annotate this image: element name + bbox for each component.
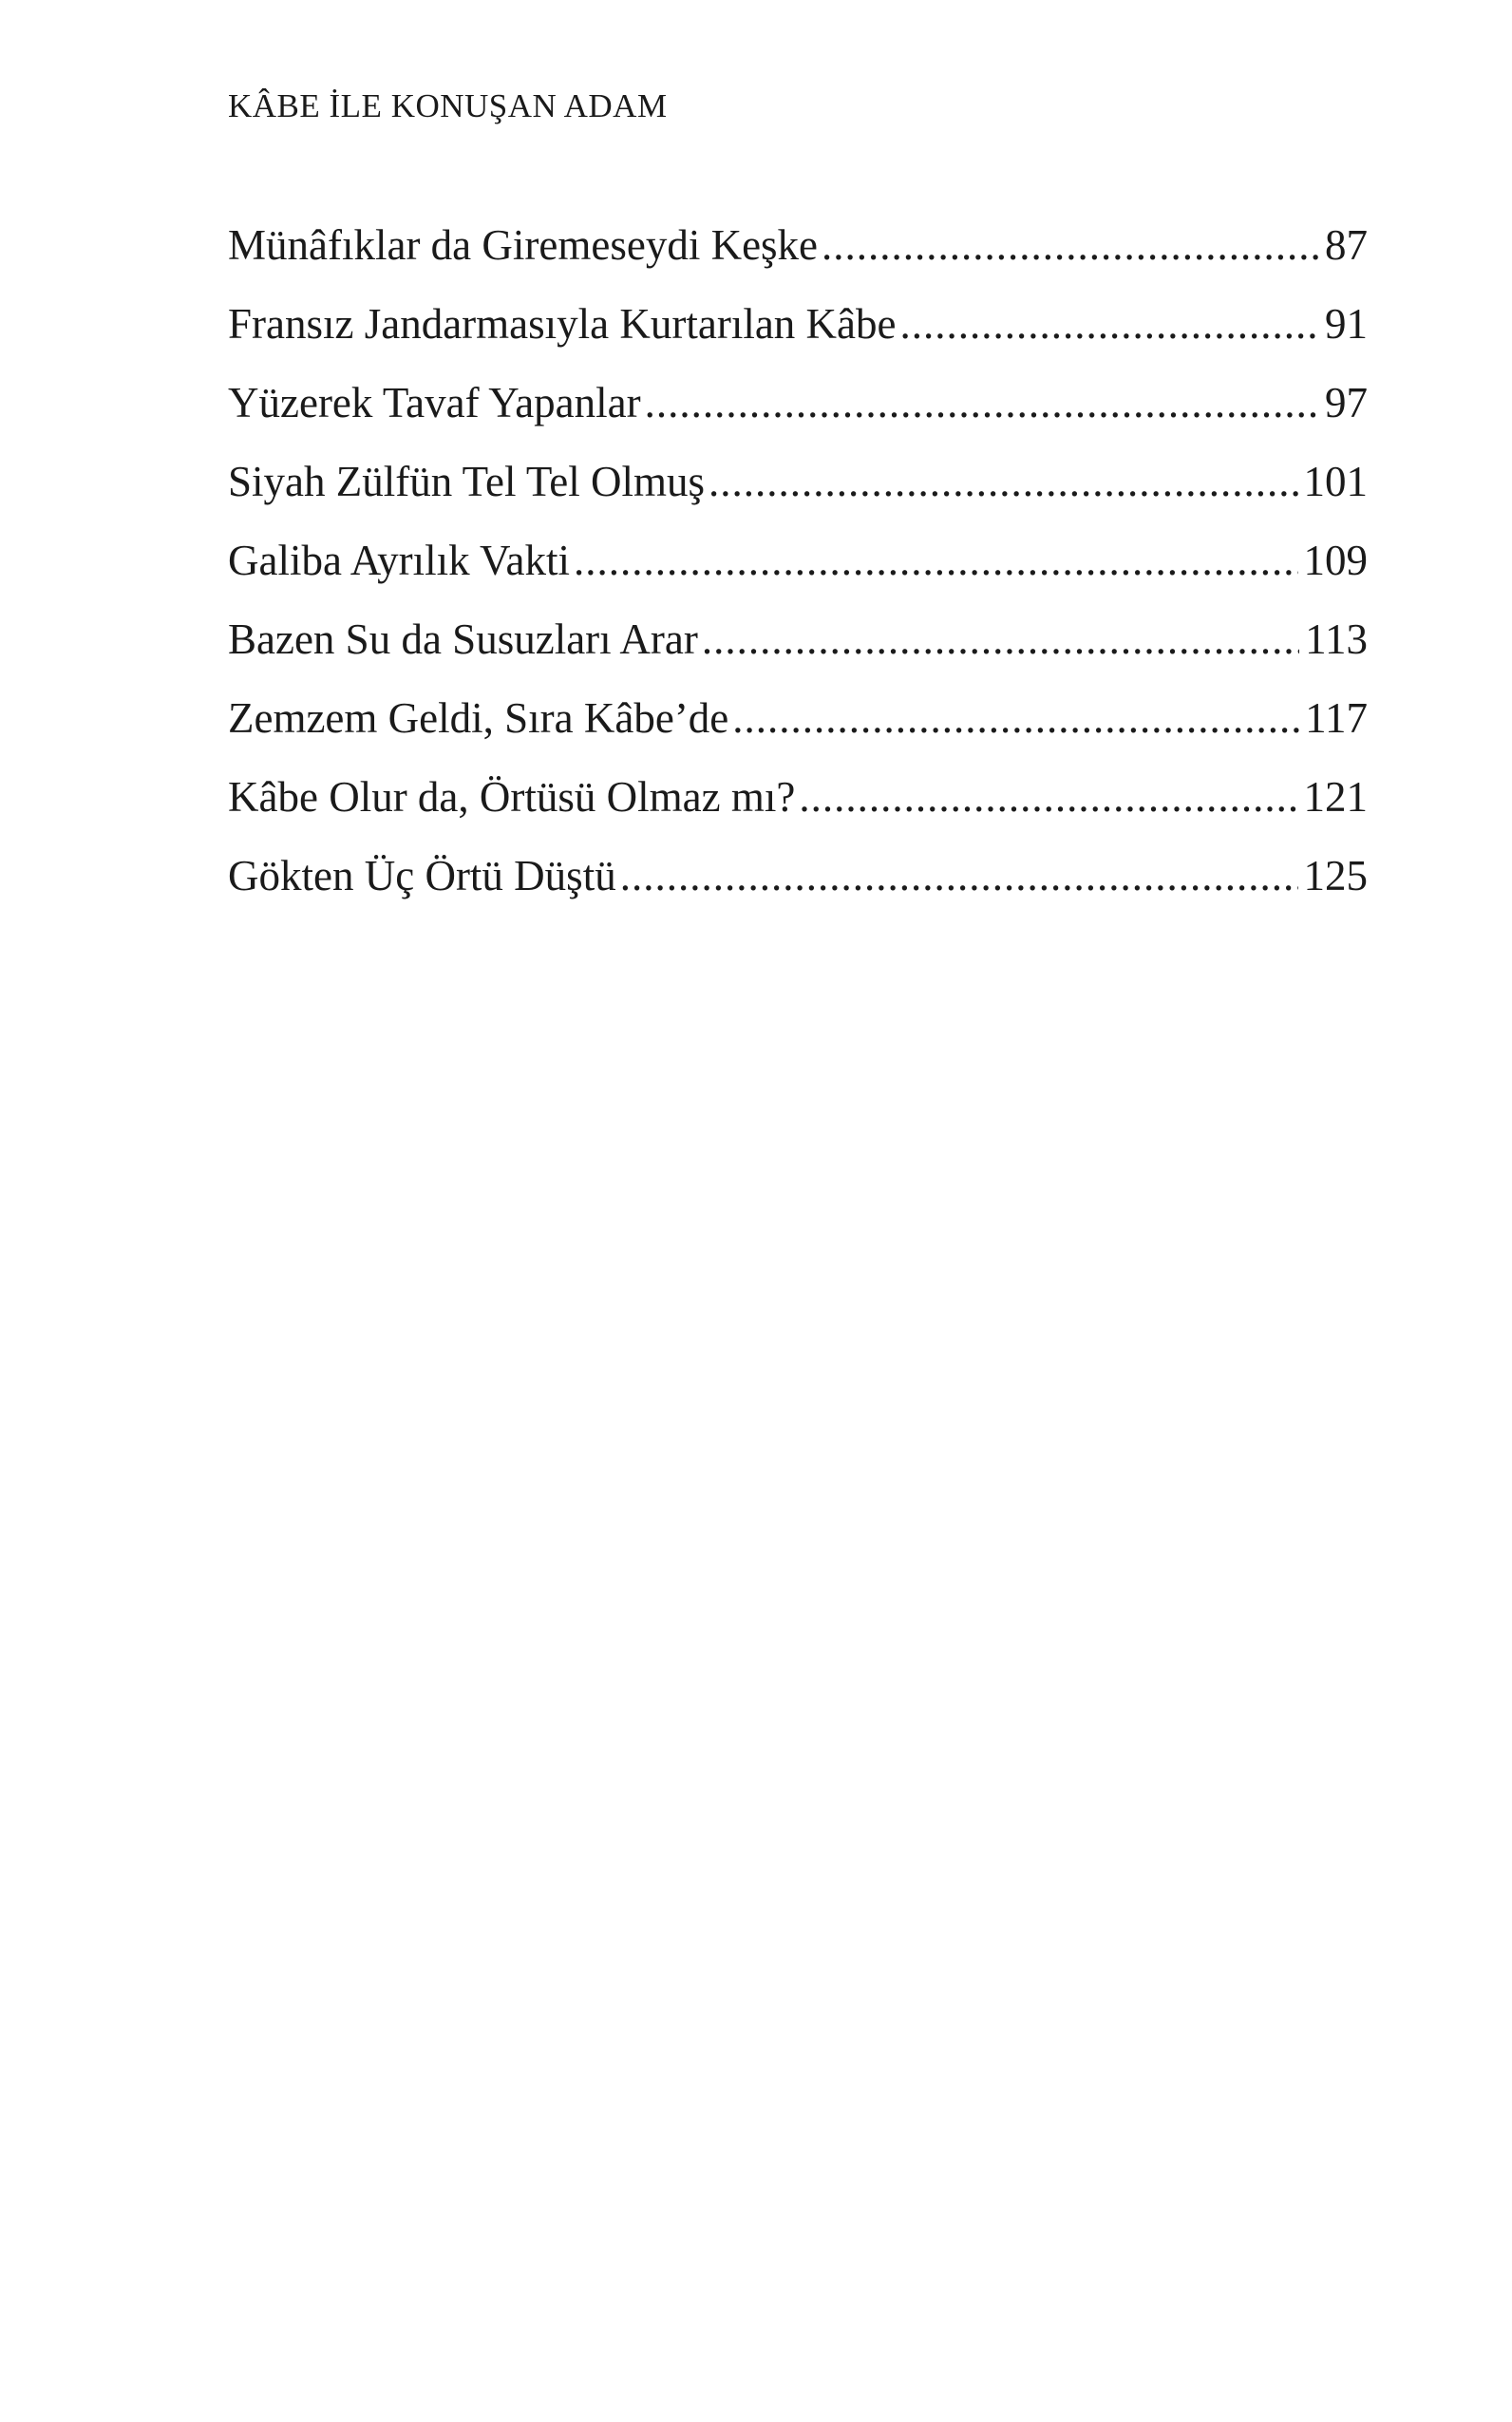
toc-entry (228, 693, 1368, 772)
toc-entry (228, 851, 1368, 930)
toc-dot-leader (620, 851, 1298, 900)
toc-entry-title: Zemzem Geldi, Sıra Kâbe’de (228, 694, 729, 742)
toc-dot-leader (645, 378, 1319, 427)
toc-entry (228, 378, 1368, 457)
toc-entry-page: 97 (1325, 379, 1368, 426)
toc-entry-page: 117 (1305, 694, 1368, 742)
toc-entry-title: Fransız Jandarmasıyla Kurtarılan Kâbe (228, 300, 897, 348)
toc-dot-leader (799, 772, 1297, 822)
toc-entry-title: Galiba Ayrılık Vakti (228, 537, 570, 584)
toc-entry (228, 457, 1368, 536)
toc-dot-leader (900, 299, 1320, 349)
toc-entry-title: Gökten Üç Örtü Düştü (228, 852, 616, 899)
toc-entry-page: 121 (1303, 773, 1368, 821)
toc-entry-page: 125 (1303, 852, 1368, 899)
toc-dot-leader (732, 693, 1299, 743)
toc-entry-page: 91 (1325, 300, 1368, 348)
toc-entry-page: 101 (1303, 458, 1368, 505)
toc-entry-title: Yüzerek Tavaf Yapanlar (228, 379, 641, 426)
toc-entry-page: 87 (1325, 221, 1368, 269)
toc-entry (228, 536, 1368, 615)
toc-dot-leader (709, 457, 1297, 506)
toc-dot-leader (822, 220, 1319, 270)
toc-entry-title: Kâbe Olur da, Örtüsü Olmaz mı? (228, 773, 796, 821)
toc-entry (228, 615, 1368, 693)
toc-entry-page: 109 (1303, 537, 1368, 584)
toc-entry-page: 113 (1305, 615, 1368, 663)
toc-entry (228, 220, 1368, 299)
toc-entry-title: Münâfıklar da Giremeseydi Keşke (228, 221, 819, 269)
toc-dot-leader (702, 615, 1299, 664)
toc-dot-leader (574, 536, 1298, 585)
toc-entry (228, 299, 1368, 378)
toc-entry (228, 772, 1368, 851)
running-header: KÂBE İLE KONUŞAN ADAM (228, 87, 668, 124)
toc-entry-title: Bazen Su da Susuzları Arar (228, 615, 698, 663)
toc-entry-title: Siyah Zülfün Tel Tel Olmuş (228, 458, 706, 505)
table-of-contents (228, 220, 1368, 930)
